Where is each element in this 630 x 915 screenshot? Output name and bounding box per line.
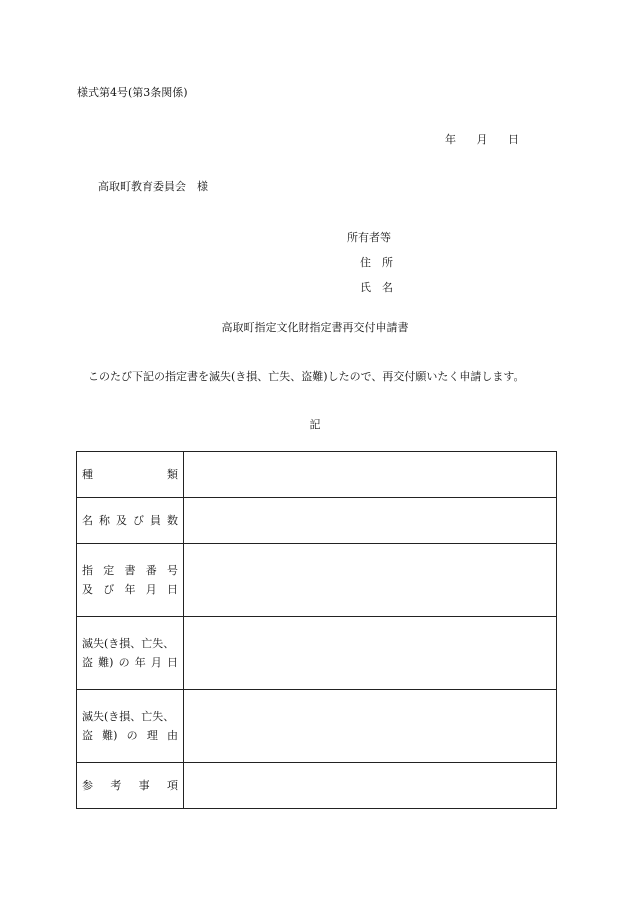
table-row [77,544,557,617]
row-label-char: 類 [167,468,178,481]
table-row [77,617,557,690]
row-label-line [82,561,178,580]
row-value[interactable] [184,544,557,617]
owner-address-label: 住 所 [360,256,393,269]
row-label-char: 称 [99,514,110,527]
row-label-char: 種 [82,468,93,481]
row-label-char: 考 [110,779,122,792]
row-label-char: 難) [102,729,118,742]
row-label-line [82,634,178,653]
row-label-char: 滅失(き損、亡失、 [82,710,175,723]
ki-heading: 記 [309,418,321,431]
document-title: 高取町指定文化財指定書再交付申請書 [221,321,409,334]
row-label-char: 数 [167,514,178,527]
row-label-char: 名 [82,514,93,527]
row-label-char: 号 [167,564,178,577]
row-label-char: 月 [145,583,157,596]
row-label-char: 日 [167,583,178,596]
row-label-char: 月 [150,656,162,669]
row-label-line [82,580,178,599]
row-label-line [82,465,178,484]
owner-title: 所有者等 [347,231,391,244]
row-label-char: 書 [124,564,136,577]
row-label-char: 及 [116,514,127,527]
date-day-label: 日 [508,133,519,146]
row-label-char: 難) [98,656,114,669]
row-label-line [82,707,178,726]
addressee: 高取町教育委員会 様 [98,180,208,193]
row-label-char: び [133,514,144,527]
row-label-char: 日 [167,656,178,669]
date-month-label: 月 [476,133,488,146]
row-label [77,763,184,809]
row-label [77,617,184,690]
request-sentence: このたび下記の指定書を滅失(き損、亡失、盗難)したので、再交付願いたく申請します。 [88,370,525,383]
table-row [77,498,557,544]
row-value[interactable] [184,452,557,498]
row-label-char: 番 [145,564,157,577]
date-line [445,131,536,147]
row-label [77,452,184,498]
table-row [77,452,557,498]
row-label-char: 盗 [82,729,93,742]
row-label-char: び [103,583,115,596]
table-row [77,690,557,763]
row-label-char: の [126,729,138,742]
row-label-char: 項 [166,779,178,792]
row-label-char: 定 [103,564,115,577]
row-label-char: 盗 [82,656,93,669]
owner-block [347,225,393,300]
row-label-line [82,653,178,672]
row-label-line [82,511,178,530]
row-label-char: 年 [134,656,146,669]
row-label [77,690,184,763]
table-row [77,763,557,809]
row-label-char: 年 [124,583,136,596]
row-label-char: 員 [150,514,161,527]
row-label-line [82,726,178,745]
row-label [77,498,184,544]
row-value[interactable] [184,763,557,809]
owner-name-label: 氏 名 [360,281,393,294]
row-label-char: の [118,656,130,669]
row-label [77,544,184,617]
row-label-char: 由 [166,729,178,742]
row-value[interactable] [184,498,557,544]
row-label-char: 事 [138,779,150,792]
row-label-char: 参 [82,779,93,792]
record-table [76,451,557,809]
row-label-char: 滅失(き損、亡失、 [82,637,175,650]
form-number: 様式第4号(第3条関係) [77,86,188,99]
row-label-char: 指 [82,564,93,577]
row-value[interactable] [184,617,557,690]
row-label-line [82,776,178,795]
date-year-label: 年 [445,133,456,146]
row-label-char: 理 [146,729,158,742]
row-label-char: 及 [82,583,93,596]
row-value[interactable] [184,690,557,763]
